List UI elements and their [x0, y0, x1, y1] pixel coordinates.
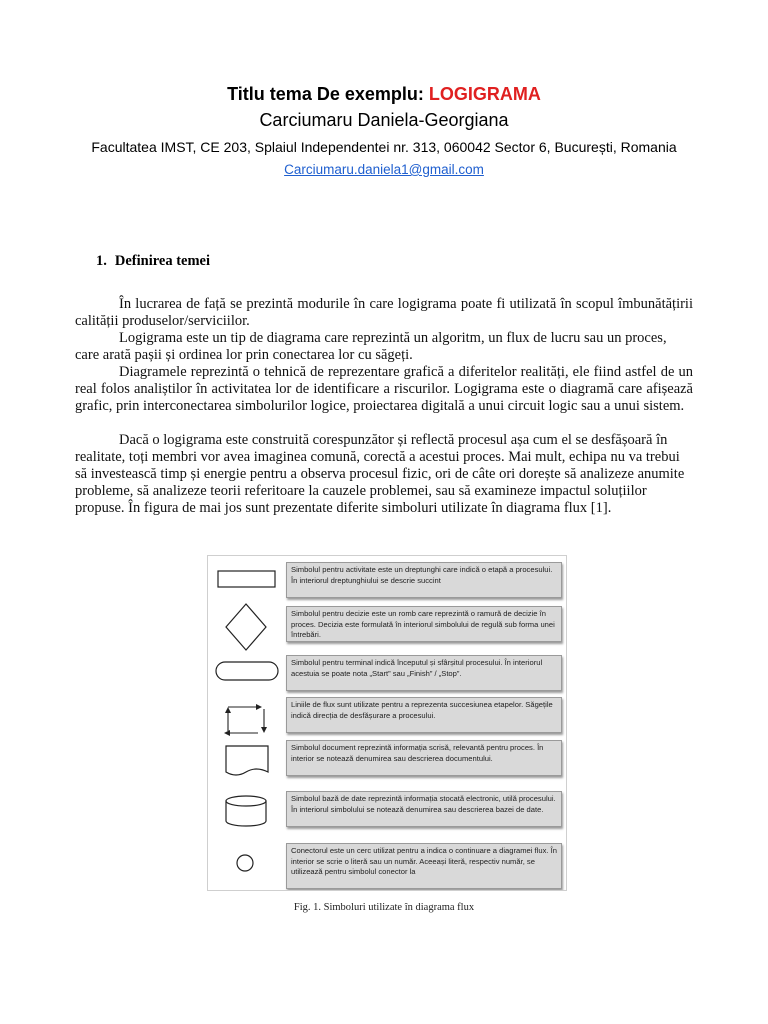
figure-row [208, 558, 566, 606]
database-icon [208, 787, 284, 835]
figure-row [208, 693, 566, 741]
figure-row [208, 736, 566, 784]
figure-caption: Fig. 1. Simboluri utilizate în diagrama flux [293, 902, 475, 913]
symbol-description: Conectorul este un cerc utilizat pentru a indica o continuare a diagramei flux. În interior se scrie o literă sau un număr. Aceeași literă, respectiv număr, se utilizează pentru simbolul conector la [286, 843, 562, 889]
paper-title [0, 84, 768, 105]
paragraph-intro: În lucrarea de față se prezintă modurile în care logigrama poate fi utilizată în scopul îmbunătățirii calității produselor/serviciilor. [75, 296, 693, 329]
flow-lines-icon [208, 693, 284, 741]
connector-icon [208, 839, 284, 889]
symbol-description: Liniile de flux sunt utilizate pentru a reprezenta succesiunea etapelor. Săgețile indică direcția de desfășurare a procesului. [286, 697, 562, 733]
document-icon [208, 736, 284, 784]
rectangle-icon [208, 558, 284, 606]
section-title: Definirea temei [114, 253, 211, 269]
title-prefix: Titlu tema De exemplu: [227, 84, 429, 104]
email-link[interactable]: Carciumaru.daniela1@gmail.com [284, 162, 484, 177]
paragraph-diagrams: Diagramele reprezintă o tehnică de reprezentare grafică a diferitelor realități, ele fiind astfel de un real folos analiștilor în activitatea lor de identificare a riscurilor. Logigrama este o diagramă care afișează grafic, prin interconectarea simbolurilor logice, proiectarea digitală a unui circuit logic sau a unui sistem. [75, 364, 693, 414]
paragraph-construction: Dacă o logigrama este construită corespunzător și reflectă procesul așa cum el se desfășoară în realitate, toți membri vor avea imaginea comună, corectă a acestui proces. Mai mult, echipa nu va trebui să investească timp și energie pentru a observa procesul fizic, ori de câte ori dorește să analizeze anumite probleme, să analizeze teorii referitoare la cauzele problemei, sau să examineze impactul soluțiilor propuse. În figura de mai jos sunt prezentate diferite simboluri utilizate în diagrama flux [1]. [75, 432, 685, 516]
symbol-description: Simbolul document reprezintă informația scrisă, relevantă pentru proces. În interior se notează denumirea sau descrierea documentului. [286, 740, 562, 776]
terminal-icon [208, 651, 284, 699]
affiliation: Facultatea IMST, CE 203, Splaiul Independentei nr. 313, 060042 Sector 6, București, Romania [91, 139, 677, 155]
figure-row [208, 651, 566, 699]
diamond-icon [208, 600, 284, 656]
symbol-description: Simbolul pentru decizie este un romb care reprezintă o ramură de decizie în proces. Decizia este formulată în interiorul simbolului de regulă sub forma unei întrebări. [286, 606, 562, 642]
symbol-description: Simbolul pentru terminal indică începutul și sfârșitul procesului. În interiorul acestuia se poate nota „Start” sau „Finish” / „Stop”. [286, 655, 562, 691]
symbol-description: Simbolul pentru activitate este un dreptunghi care indică o etapă a procesului. În interiorul dreptunghiului se descrie succint [286, 562, 562, 598]
author-name: Carciumaru Daniela-Georgiana [259, 110, 509, 130]
title-accent: LOGIGRAMA [428, 84, 541, 104]
paragraph-definition: Logigrama este un tip de diagrama care reprezintă un algoritm, un flux de lucru sau un proces, care arată pașii și ordinea lor prin conectarea lor cu săgeți. [75, 330, 667, 363]
flowchart-symbols-figure [207, 555, 567, 891]
figure-row [208, 600, 566, 656]
figure-row [208, 787, 566, 835]
symbol-description: Simbolul bază de date reprezintă informația stocată electronic, utilă procesului. În interiorul simbolului se notează denumirea sau descrierea bazei de date. [286, 791, 562, 827]
section-number: 1. [96, 253, 107, 269]
section-heading [96, 253, 218, 270]
figure-row [208, 839, 566, 889]
